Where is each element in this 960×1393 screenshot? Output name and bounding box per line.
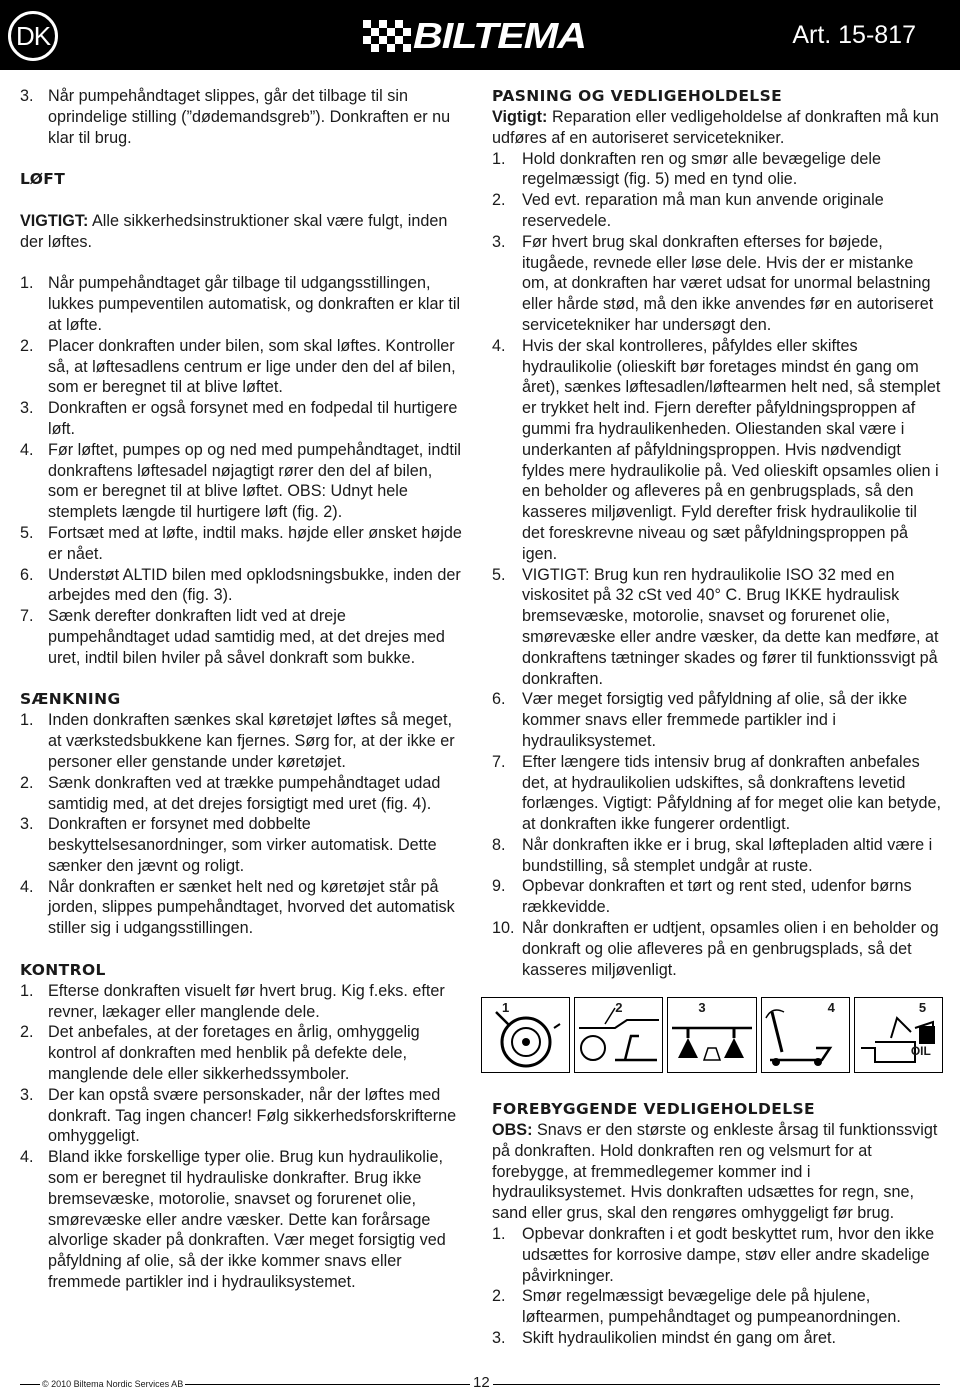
section-heading-forebyggende: FOREBYGGENDE VEDLIGEHOLDELSE <box>492 1100 816 1118</box>
list-item: 3. Donkraften er også forsynet med en fodpedal til hurtigere løft. <box>20 399 458 438</box>
page-header <box>0 0 960 70</box>
section-heading-pasning: PASNING OG VEDLIGEHOLDELSE <box>492 87 783 105</box>
figure-5-oil-can: 5 OIL <box>854 997 943 1073</box>
figure-2-jack-under-car: 2 <box>574 997 663 1073</box>
page-number: 12 <box>470 1374 493 1391</box>
list-item: 3. Donkraften er forsynet med dobbelte beskyttelsesanordninger, som virker automatisk. Dette sænker den jævnt og roligt. <box>20 815 437 875</box>
language-badge: DK <box>8 11 58 61</box>
section-heading-loft: LØFT <box>20 170 66 189</box>
pasning-list <box>492 149 942 981</box>
intro-list <box>20 86 466 148</box>
list-item: 2. Smør regelmæssigt bevægelige dele på hjulene, løftearmen, pumpehåndtaget og pumpeanordningen. <box>492 1287 901 1327</box>
logo-wordmark: BILTEMA <box>413 15 586 56</box>
list-item: 4. Hvis der skal kontrolleres, påfyldes eller skiftes hydraulikolie (olieskift bør foretages mindst én gang om året), sænkes løftesadlen/løftearmen helt ned, så stemplet er trykket helt ind. Fjern derefter påfyldningsproppen af gummi fra hydraulikenheden. Oliestanden skal være i underkanten af påfyldningsproppen. Hvis nødvendigt fyldes mere hydraulikolie på. Ved olieskift opsamles olien i en beholder og afleveres på en genbrugsplads, så den kasseres miljøvenligt. Fyld derefter frisk hydraulikolie til det foreskrevne niveau og sæt påfyldningsproppen på igen. <box>492 336 941 563</box>
list-item: 8. Når donkraften ikke er i brug, skal løftepladen altid være i bundstilling, så stemplet undgår at ruste. <box>492 835 933 875</box>
list-item: 2. Placer donkraften under bilen, som skal løftes. Kontroller så, at løftesadlens centrum er lige under den del af bilen, som er beregnet til at blive løftet. <box>20 336 456 397</box>
kontrol-list <box>20 981 466 1293</box>
right-column-top <box>492 86 942 980</box>
list-item: 6. Vær meget forsigtig ved påfyldning af olie, så der ikke kommer snavs eller fremmede partikler ind i hydrauliksystemet. <box>492 690 908 750</box>
biltema-logo <box>363 16 603 56</box>
obs-note: OBS: Snavs er den største og enkleste årsag til funktionssvigt på donkraften. Hold donkraften ren og velsmurt for at forebygge, at fremmedlegemer kommer ind i hydrauliksystemet. Hvis donkraften udsættes for regn, sne, sand eller grus, skal den rengøres omhyggeligt før brug. <box>492 1121 938 1223</box>
left-column <box>20 86 466 1293</box>
illustration-strip <box>481 997 943 1073</box>
list-item: 1. Når pumpehåndtaget går tilbage til udgangsstillingen, lukkes pumpeventilen automatisk, og donkraften er klar til at løfte. <box>20 274 461 334</box>
copyright-notice: © 2010 Biltema Nordic Services AB <box>42 1379 184 1389</box>
saenkning-list <box>20 710 466 939</box>
list-item: 2. Ved evt. reparation må man kun anvende originale reservedele. <box>492 191 884 230</box>
figure-1-lubricate-wheels: 1 <box>481 997 570 1073</box>
list-item: 1. Efterse donkraften visuelt før hvert brug. Kig f.eks. efter revner, lækager eller manglende dele. <box>20 981 445 1021</box>
list-item: 3. Der kan opstå svære personskader, når der løftes med donkraft. Tag ingen chancer! Følg sikkerhedsforskrifterne omhyggeligt. <box>20 1085 457 1146</box>
list-item: 5. Fortsæt med at løfte, indtil maks. højde eller ønsket højde er nået. <box>20 523 462 563</box>
list-item: 3. Skift hydraulikolien mindst én gang om året. <box>492 1328 837 1347</box>
list-item: 1. Hold donkraften ren og smør alle bevægelige dele regelmæssigt (fig. 5) med en tynd olie. <box>492 149 882 189</box>
right-column-bottom <box>492 1099 942 1349</box>
list-item: 9. Opbevar donkraften et tørt og rent sted, udenfor børns rækkevidde. <box>492 877 912 917</box>
forebyggende-list <box>492 1224 942 1349</box>
list-item: 2. Det anbefales, at der foretages en årlig, omhyggelig kontrol af donkraften med henblik på defekte dele, manglende dele eller sikkerhedssymboler. <box>20 1023 420 1084</box>
loft-list <box>20 273 466 668</box>
section-heading-kontrol: KONTROL <box>20 960 106 979</box>
list-item: 4. Bland ikke forskellige typer olie. Brug kun hydraulikolie, som er beregnet til hydrauliske donkrafter. Brug ikke bremsevæske, motorolie, snavset og forurenet olie, smørevæske eller andre væsker. Dette kan forårsage alvorlige skader på donkraften. Vær meget forsigtig ved påfyldning af olie, så der ikke kommer snavs eller fremmede partikler ind i hydrauliksystemet. <box>20 1148 446 1292</box>
figure-3-jack-stands: 3 <box>667 997 756 1073</box>
list-item: 7. Efter længere tids intensiv brug af donkraften anbefales det, at hydraulikolien udskiftes, så donkraftens levetid forlænges. Vigtigt: Påfyldning af for meget olie kan betyde, at donkraften ikke fungerer ordentligt. <box>492 752 942 834</box>
list-item: 10. Når donkraften er udtjent, opsamles olien i en beholder og donkraft og olie afleveres på en genbrugsplads, så det kasseres miljøvenligt. <box>492 919 939 979</box>
list-item: 3. Før hvert brug skal donkraften efterses for bøjede, itugåede, revnede eller løse dele. Hvis der er mistanke om, at donkraften har været udsat for unormal belastning eller hårde stød, må den ikke anvendes før en autoriseret servicetekniker har undersøgt den. <box>492 232 934 334</box>
pasning-important-note: Vigtigt: Reparation eller vedligeholdelse af donkraften må kun udføres af en autoriseret servicetekniker. <box>492 108 939 147</box>
list-item: 6. Understøt ALTID bilen med opklodsningsbukke, inden der arbejdes med den (fig. 3). <box>20 565 461 605</box>
list-item: 3. Når pumpehåndtaget slippes, går det tilbage til sin oprindelige stilling (”dødemandsgreb”). Donkraften er nu klar til brug. <box>20 87 451 147</box>
loft-important-note: VIGTIGT: Alle sikkerhedsinstruktioner skal være fulgt, inden der løftes. <box>20 211 448 251</box>
list-item: 2. Sænk donkraften ved at trække pumpehåndtaget udad samtidig med, at det drejes forsigtigt med uret (fig. 4). <box>20 773 441 813</box>
section-heading-saenkning: SÆNKNING <box>20 690 121 709</box>
list-item: 7. Sænk derefter donkraften lidt ved at dreje pumpehåndtaget udad samtidig med, at det drejes med uret, indtil bilen hviler på såvel donkraft som bukke. <box>20 607 445 667</box>
list-item: 5. VIGTIGT: Brug kun ren hydraulikolie ISO 32 med en viskositet på 32 cSt ved 40° C. Brug IKKE hydraulisk bremsevæske, motorolie, snavset og forurenet olie, smørevæske eller andre væsker, da dette kan medføre, at donkraftens tætninger skades og fører til funktionssvigt på donkraften. <box>492 565 939 688</box>
list-item: 1. Inden donkraften sænkes skal køretøjet løftes så meget, at værkstedsbukkene kan fjernes. Sørg for, at der ikke er personer eller genstande under køretøjet. <box>20 711 455 771</box>
list-item: 4. Før løftet, pumpes op og ned med pumpehåndtaget, indtil donkraftens løftesadel nøjagtigt rører den del af bilen, som er beregnet til at blive løftet. OBS: Udnyt hele stemplets længde til hurtigere løft (fig. 2). <box>20 440 462 522</box>
checkered-flag-icon <box>363 16 411 56</box>
list-item: 1. Opbevar donkraften i et godt beskyttet rum, hvor den ikke udsættes for korrosive dampe, støv eller andre skadelige påvirkninger. <box>492 1224 935 1285</box>
oil-label: OIL <box>910 1044 931 1058</box>
list-item: 4. Når donkraften er sænket helt ned og køretøjet står på jorden, slippes pumpehåndtaget, hvorved det automatisk stiller sig i udgangsstillingen. <box>20 877 455 938</box>
article-number: Art. 15-817 <box>792 21 916 49</box>
figure-4-lowering-jack: 4 <box>761 997 850 1073</box>
